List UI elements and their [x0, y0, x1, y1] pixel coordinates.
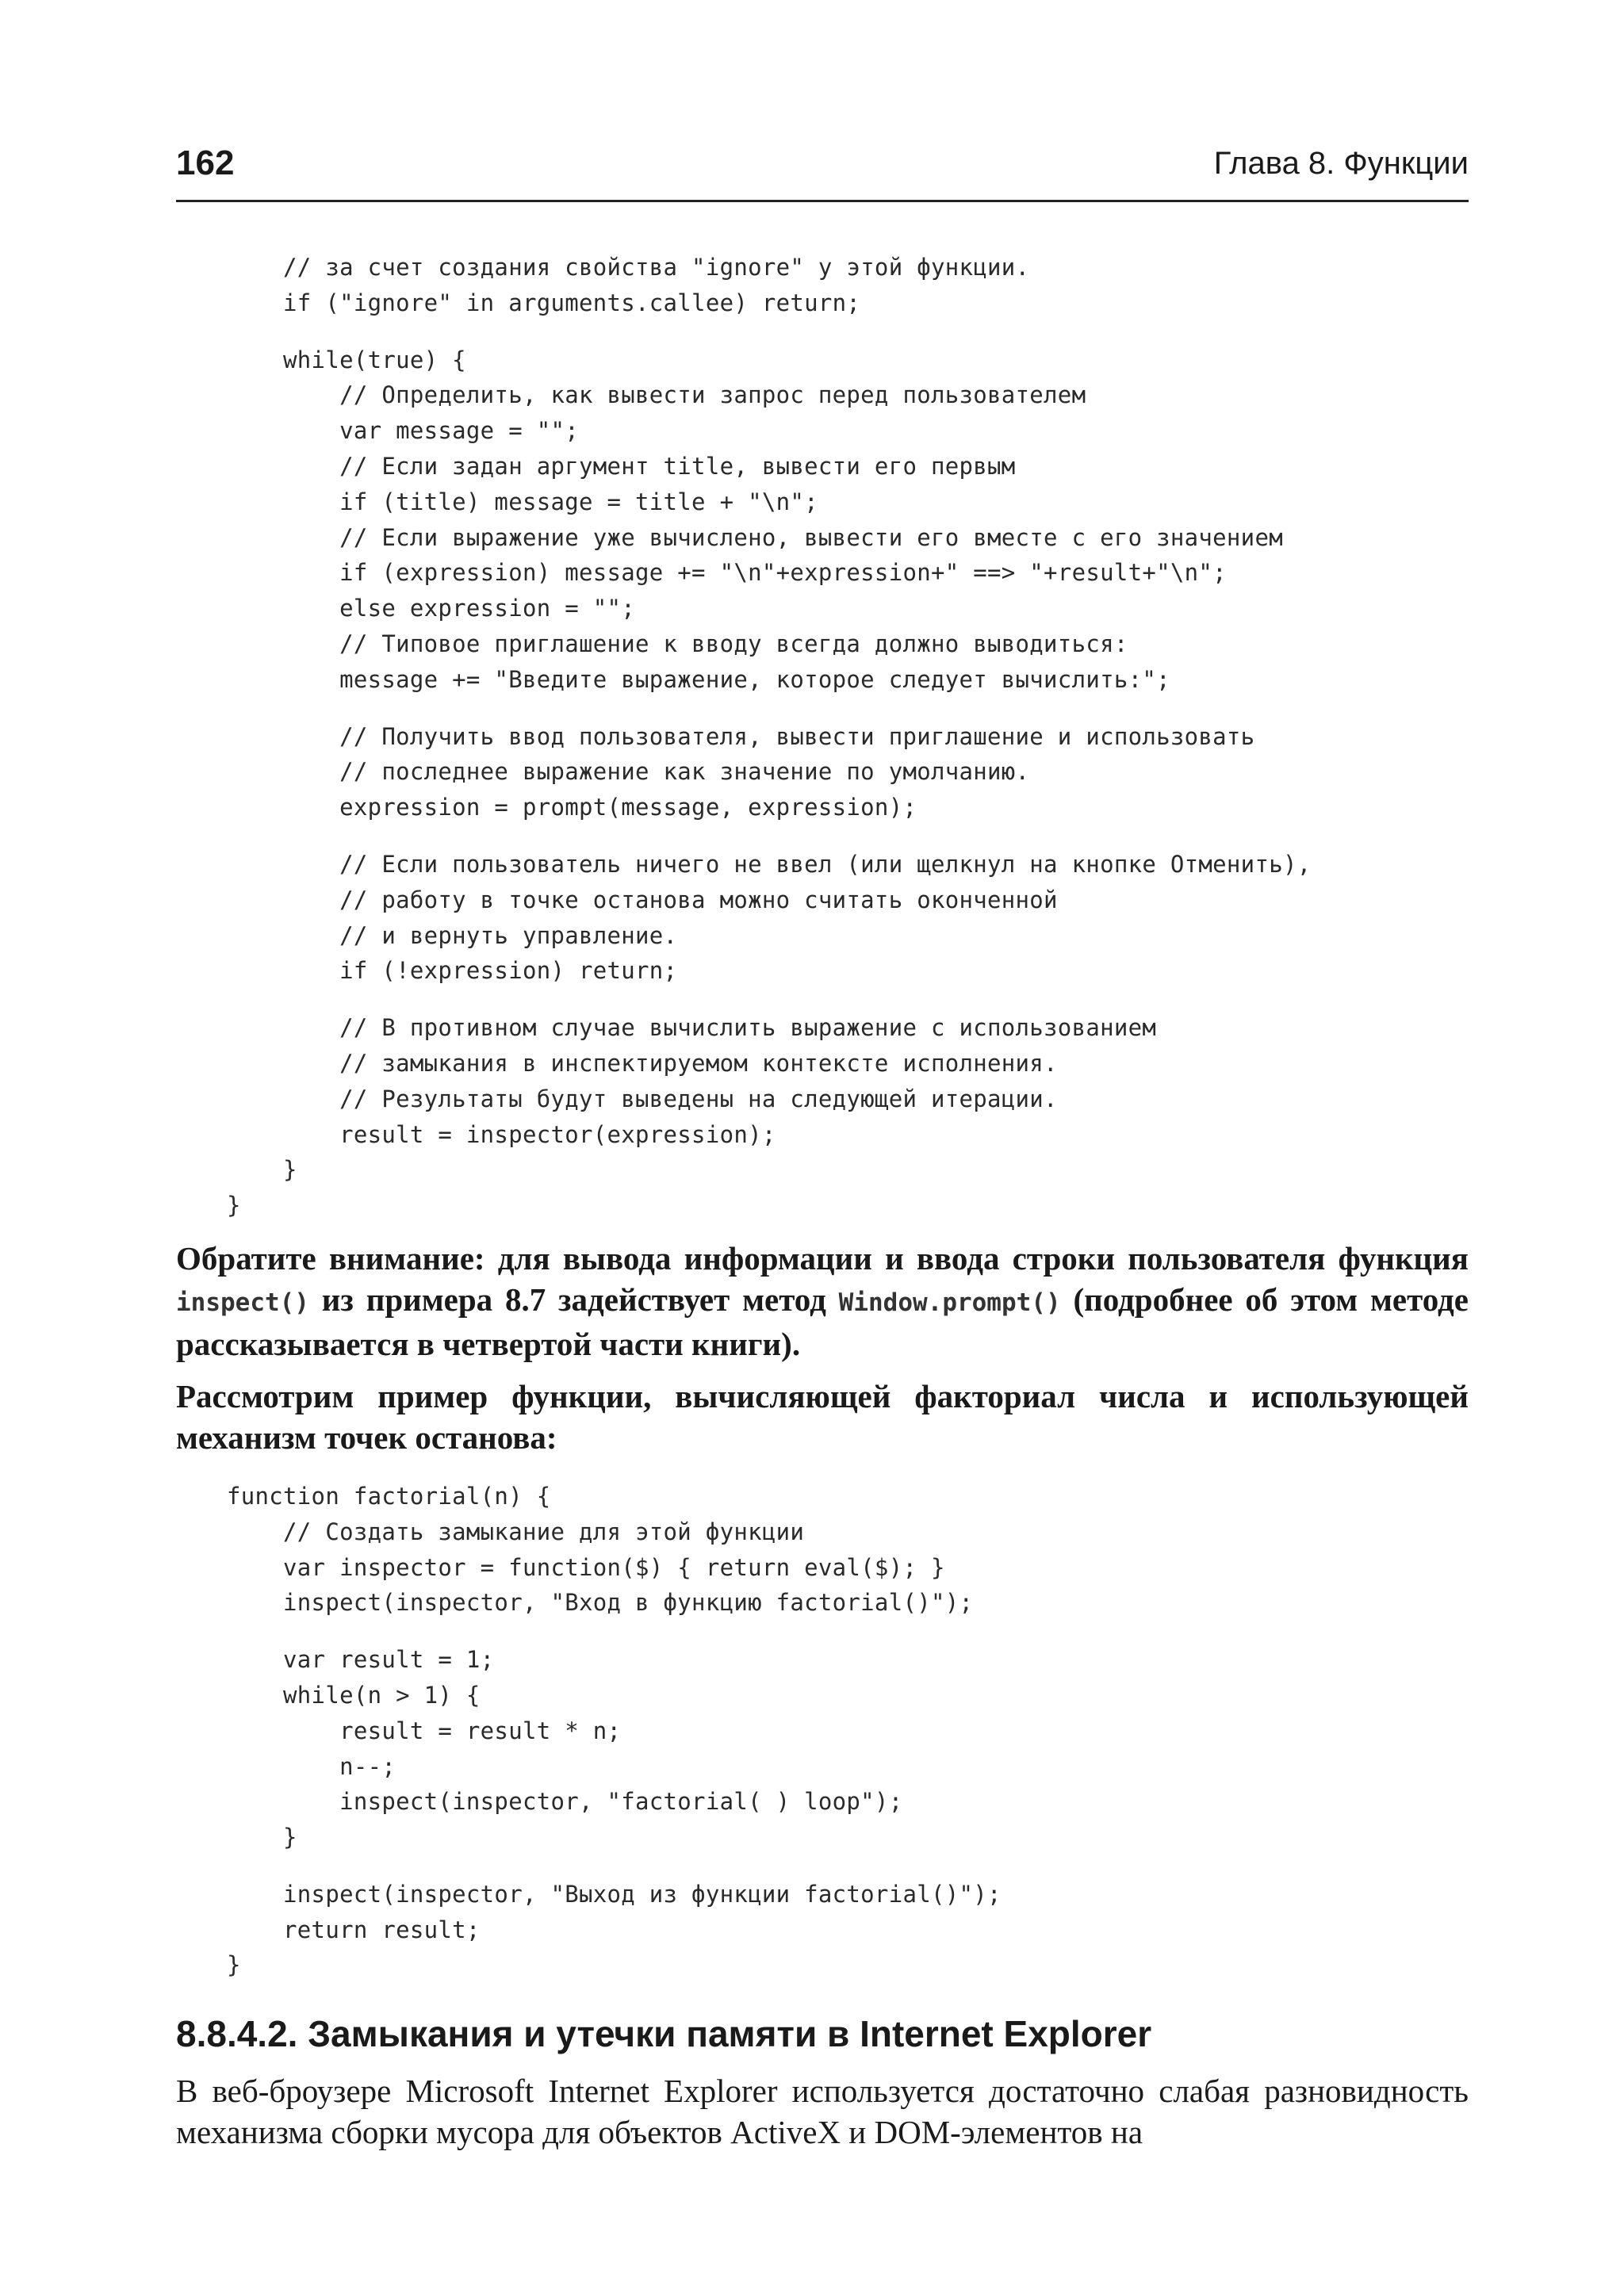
- code-line: if (!expression) return;: [227, 957, 678, 985]
- book-page: [176, 143, 1469, 2153]
- code-listing-inspect: [176, 250, 1469, 1223]
- code-line: if (title) message = title + "\n";: [227, 488, 818, 515]
- paragraph-ie-gc: В веб-броузере Microsoft Internet Explorer используется достаточно слабая разновидность механизма сборки мусора для объектов ActiveX и DOM-элементов на: [176, 2073, 1469, 2151]
- inline-code-inspect: inspect(): [176, 1288, 309, 1317]
- paragraph-note-text-2: из примера 8.7 задействует метод: [308, 1280, 839, 1318]
- code-line: // В противном случае вычислить выражение с использованием: [227, 1014, 1157, 1042]
- code-line: // Получить ввод пользователя, вывести приглашение и использовать: [227, 722, 1255, 750]
- code-line: // за счет создания свойства "ignore" у этой функции.: [227, 254, 1030, 281]
- code-listing-factorial: [176, 1479, 1469, 1983]
- code-line: var message = "";: [227, 417, 579, 445]
- inline-code-window-prompt: Window.prompt(): [838, 1288, 1061, 1317]
- code-line: return result;: [227, 1916, 481, 1943]
- code-line: if (expression) message += "\n"+expression+" ==> "+result+"\n";: [227, 559, 1227, 587]
- code-line: expression = prompt(message, expression);: [227, 794, 917, 821]
- code-line: }: [227, 1192, 241, 1219]
- code-line: // замыкания в инспектируемом контексте исполнения.: [227, 1049, 1058, 1077]
- code-line: n--;: [227, 1752, 396, 1780]
- code-line: // Результаты будут выведены на следующей итерации.: [227, 1085, 1058, 1112]
- code-blank-line: [227, 698, 1469, 719]
- code-line: inspect(inspector, "Вход в функцию factorial()");: [227, 1589, 974, 1617]
- code-blank-line: [227, 321, 1469, 343]
- code-line: // работу в точке останова можно считать оконченной: [227, 886, 1058, 913]
- code-line: // Если пользователь ничего не ввел (или щелкнул на кнопке Отменить),: [227, 850, 1312, 878]
- code-blank-line: [227, 1855, 1469, 1877]
- code-line: // и вернуть управление.: [227, 921, 678, 949]
- code-blank-line: [227, 825, 1469, 847]
- code-line: while(true) {: [227, 346, 466, 373]
- code-line: while(n > 1) {: [227, 1681, 481, 1709]
- section-heading: 8.8.4.2. Замыкания и утечки памяти в Internet Explorer: [176, 2013, 1152, 2055]
- paragraph-note: [176, 1238, 1469, 1365]
- paragraph-factorial-intro: Рассмотрим пример функции, вычисляющей факториал числа и использующей механизм точек останова:: [176, 1377, 1469, 1456]
- code-line: // Определить, как вывести запрос перед пользователем: [227, 381, 1086, 409]
- code-line: inspect(inspector, "Выход из функции factorial()");: [227, 1880, 1002, 1908]
- code-line: // Если задан аргумент title, вывести его первым: [227, 452, 1016, 480]
- code-line: function factorial(n) {: [227, 1482, 551, 1510]
- code-line: // Если выражение уже вычислено, вывести его вместе с его значением: [227, 523, 1283, 551]
- code-line: // Типовое приглашение к вводу всегда должно выводиться:: [227, 630, 1128, 657]
- code-line: result = inspector(expression);: [227, 1120, 776, 1148]
- code-line: // последнее выражение как значение по умолчанию.: [227, 758, 1030, 786]
- running-head: Глава 8. Функции: [1213, 146, 1469, 181]
- paragraph-note-text-1: Обратите внимание: для вывода информации и ввода строки пользователя функция: [176, 1239, 1469, 1277]
- code-line: inspect(inspector, "factorial( ) loop");: [227, 1788, 903, 1816]
- code-line: }: [227, 1951, 241, 1979]
- code-line: }: [227, 1156, 297, 1184]
- code-blank-line: [227, 989, 1469, 1010]
- page-header: [176, 143, 1469, 202]
- paragraph-note-text-3: (подробнее об этом методе рассказывается в четвертой части книги).: [176, 1280, 1469, 1362]
- code-line: else expression = "";: [227, 595, 636, 622]
- code-line: var result = 1;: [227, 1646, 495, 1674]
- code-blank-line: [227, 1621, 1469, 1642]
- code-line: result = result * n;: [227, 1717, 622, 1744]
- code-line: // Создать замыкание для этой функции: [227, 1518, 805, 1545]
- code-line: var inspector = function($) { return eval($); }: [227, 1553, 945, 1581]
- code-line: message += "Введите выражение, которое следует вычислить:";: [227, 665, 1170, 693]
- code-line: }: [227, 1824, 297, 1851]
- page-number: 162: [176, 144, 235, 182]
- code-line: if ("ignore" in arguments.callee) return;: [227, 289, 861, 316]
